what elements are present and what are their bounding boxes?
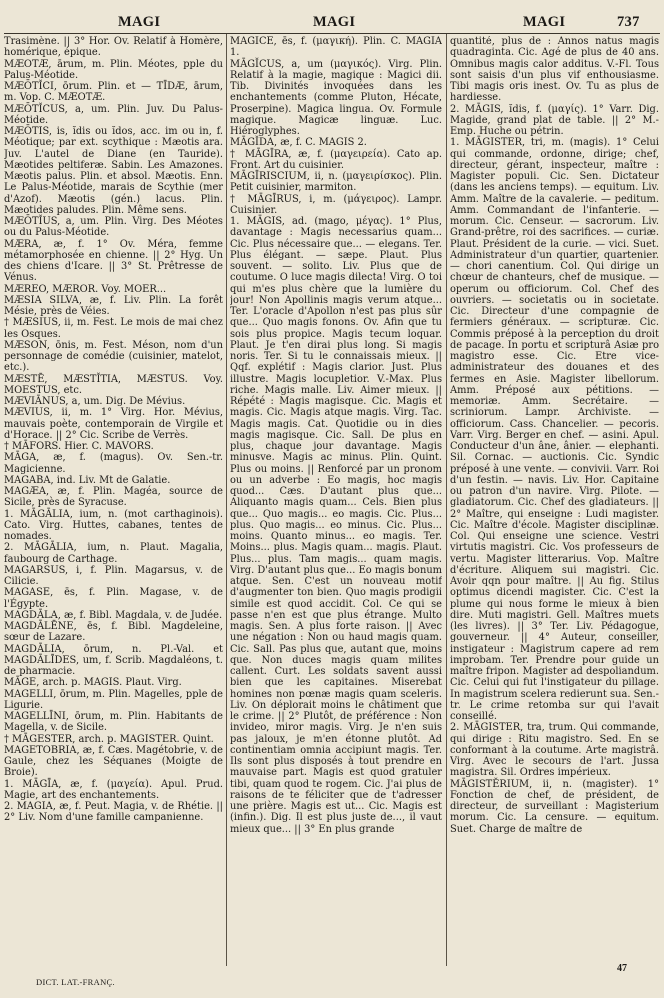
entry: MÆSIA SILVA, æ, f. Liv. Plin. La forêt Mésie, près de Véies. <box>4 294 223 317</box>
entry: MÆŌTĬCI, ōrum. Plin. et — TĪDÆ, ārum, m. Vop. C. MÆOTÆ. <box>4 81 223 104</box>
entry: MĀGISTĔRIUM, ii, n. (magister). 1° Fonction de chef, de président, de directeur, de surveillant : Magisterium morum. Cic. La censure. — equitum. Suet. Charge de maître de <box>450 778 659 835</box>
entry: MAGETOBRIA, æ, f. Cæs. Magétobrie, v. de Gaule, chez les Séquanes (Moigte de Broie). <box>4 744 223 779</box>
entry: 1. MĀGĀLIA, ium, n. (mot carthaginois). Cato. Virg. Huttes, cabanes, tentes de nomades. <box>4 508 223 542</box>
entry: † MĀFORS. Hier. C. MAVORS. <box>4 441 154 452</box>
entry: MĀGĬCUS, a, um (μαγικός). Virg. Plin. Relatif à la magie, magique : Magici dii. Tib. Divinités invoquées dans les enchantements (comme Pluton, Hécate, Proserpine). Magica lingua. Ov. Formule magique. Magicæ linguæ. Luc. Hiéroglyphes. <box>230 58 442 137</box>
entry: 2. MĀGĀLIA, ium, n. Plaut. Magalia, faubourg de Carthage. <box>4 542 223 565</box>
entry: MAGARSUS, i, f. Plin. Magarsus, v. de Cilicie. <box>4 564 223 587</box>
footer-title: DICT. LAT.-FRANÇ. <box>36 977 115 987</box>
column-middle <box>230 36 442 966</box>
entry: quantité, plus de : Annos natus magis quadraginta. Cic. Agé de plus de 40 ans. Omnibus magis calor additus. V.-Fl. Tous sont saisis d'un plus vif enthousiasme. Tibi magis oris inest. Ov. Tu as plus de hardiesse. <box>450 36 659 104</box>
entry: MAGELLĪNI, ōrum, m. Plin. Habitants de Magella, v. de Sicile. <box>4 711 223 734</box>
entry: MAGELLI, ōrum, m. Plin. Magelles, pple de Ligurie. <box>4 688 223 711</box>
entry: † MĀGĪRUS, i, m. (μάγειρος). Lampr. Cuisinier. <box>230 193 442 216</box>
entry: † MĀGĪRA, æ, f. (μαγειρεία). Cato ap. Front. Art du cuisinier. <box>230 148 442 171</box>
column-divider <box>226 34 227 966</box>
entry: MĀGĬDA, æ, f. C. MAGIS 2. <box>230 137 367 149</box>
running-head-center: MAGI <box>313 14 356 30</box>
entry: MÆVIUS, ii, m. 1° Virg. Hor. Mévius, mauvais poète, contemporain de Virgile et d'Horace. || 2° Cic. Scribe de Verrès. <box>4 407 223 441</box>
entry: Trasimène. || 3° Hor. Ov. Relatif à Homère, homérique, épique. <box>4 36 223 59</box>
entry: MÆŌTĬUS, a, um. Plin. Virg. Des Méotes ou du Palus-Méotide. <box>4 216 223 239</box>
entry: MÆŌTIS, is, ĭdis ou ĭdos, acc. im ou in, f. Méotique; par ext. scythique : Mæotis ara. Juv. L'autel de Diane (en Tauride). Mæotides peltiferæ. Sabin. Les Amazones. Mæotis palus. Plin. et absol. Mæotis. Enn. Le Palus-Méotide, marais de Scythie (mer d'Azof). Mæotis (gén.) lacus. Plin. Mæotides paludes. Plin. Même sens. <box>4 126 223 216</box>
entry: MAGABA, ind. Liv. Mt de Galatie. <box>4 474 171 486</box>
entry: MÆRA, æ, f. 1° Ov. Méra, femme métamorphosée en chienne. || 2° Hyg. Un des chiens d'Icare. || 3° St. Prêtresse de Vénus. <box>4 238 223 284</box>
page-number: 737 <box>617 14 640 30</box>
signature-mark: 47 <box>617 963 627 974</box>
entry: MAGDĀLĒNE, ēs, f. Bibl. Magdeleine, sœur de Lazare. <box>4 621 223 644</box>
entry: MÆOTÆ, ārum, m. Plin. Méotes, pple du Palus-Méotide. <box>4 58 223 81</box>
entry: MĀGA, æ, f. (magus). Ov. Sen.-tr. Magicienne. <box>4 452 223 475</box>
entry: 2. MĀGISTER, tra, trum. Qui commande, qui dirige : Ritu magistro. Sed. En se conformant à la coutume. Arte magistrâ. Virg. Avec le secours de l'art. Jussa magistra. Sil. Ordres impérieux. <box>450 722 659 779</box>
entry: MĀGE, arch. p. MAGIS. Plaut. Virg. <box>4 677 182 689</box>
column-divider <box>446 34 447 966</box>
entry: MĀGĪRISCIUM, ii, n. (μαγειρίσκος). Plin. Petit cuisinier, marmiton. <box>230 171 442 194</box>
entry: † MÆSIUS, ii, m. Fest. Le mois de mai chez les Osques. <box>4 317 223 340</box>
entry: † MĀGESTER, arch. p. MAGISTER. Quint. <box>4 733 214 745</box>
running-head-left: MAGI <box>118 14 161 30</box>
entry: MÆŌTĬCUS, a, um. Plin. Juv. Du Palus-Méotide. <box>4 103 223 126</box>
entry: 1. MĀGIS, ad. (mago, μέγας). 1° Plus, davantage : Magis necessarius quam... Cic. Plus nécessaire que... — elegans. Ter. Plus élégant. — sæpe. Plaut. Plus souvent. — solito. Liv. Plus que de coutume. O luce magis dilecta! Virg. O toi qui m'es plus chère que la lumière du jour! Non Apollinis magis verum atque... Ter. L'oracle d'Apollon n'est pas plus sûr que... Quo magis fonons. Ov. Afin que tu sois plus propice. Magis tecum loquar. Plaut. Je t'en dirai plus long. Si magis noris. Ter. Si tu le connaissais mieux. || Qqf. explétif : Magis clarior. Just. Plus illustre. Magis locupletior. V.-Max. Plus riche. Magis malle. Liv. Aimer mieux. || Répété : Magis magisque. Cic. Magis et magis. Cic. Magis atque magis. Virg. Tac. Magis magis. Cat. Quotidie ou in dies magis magisque. Cic. Sall. De plus en plus, chaque jour davantage. Magis minusve. Magis ac minus. Plin. Quint. Plus ou moins. || Renforcé par un pronom ou un adverbe : Eo magis, hoc magis quod... Cæs. D'autant plus que... Aliquanto magis quam... Cels. Bien plus que... Quo magis... eo magis. Cic. Plus... plus. Quo magis... eo minus. Cic. Plus... moins. Quanto minus... eo magis. Ter. Moins... plus. Magis quam... magis. Plaut. Plus... plus. Tam magis... quam magis. Virg. D'autant plus que... Eo magis bonum atque. Sen. C'est un nouveau motif d'augmenter ton bien. Quo magis prodigii simile est quod accidit. Col. Ce qui se passe n'en est que plus étrange. Multo magis. Sen. A plus forte raison. || Avec une négation : Non ou haud magis quam. Cic. Sall. Pas plus que, autant que, moins que. Non duces magis quam milites callent. Curt. Les soldats savent aussi bien que les capitaines. Miserebat homines non pœnæ magis quam sceleris. Liv. On déplorait moins le châtiment que le crime. || 2° Plutôt, de préférence : Non invideo, miror magis. Virg. Je n'en suis pas jaloux, je m'en étonne plutôt. Ad continentiam omnia accipiunt magis. Ter. Ils sont plus disposés à tout prendre en mauvaise part. Magis est quod gratuler tibi, quam quod te rogem. Cic. J'ai plus de raisons de te féliciter que de t'adresser une prière. Magis est ut... Cic. Magis est (infin.). Dig. Il est plus juste de..., il vaut mieux que... || 3° En plus grande <box>230 216 442 835</box>
entry: MÆREO, MÆROR. Voy. MOER... <box>4 283 167 295</box>
entry: MĀGĬCE, ēs, f. (μαγική). Plin. C. MAGIA 1. <box>230 36 442 59</box>
entry: MÆVIĀNUS, a, um. Dig. De Mévius. <box>4 396 186 407</box>
entry: MÆSON, ōnis, m. Fest. Méson, nom d'un personnage de comédie (cuisinier, matelot, etc.). <box>4 339 223 374</box>
column-right <box>450 36 659 966</box>
running-head-right: MAGI <box>523 14 566 30</box>
column-left <box>4 36 223 966</box>
entry: 2. MĀGIS, ĭdis, f. (μαγίς). 1° Varr. Dig. Magide, grand plat de table. || 2° M.-Emp. Huche ou pétrin. <box>450 103 659 137</box>
entry: MAGDĀLA, æ, f. Bibl. Magdala, v. de Judée. <box>4 609 223 621</box>
header-rule <box>4 33 660 34</box>
entry: MAGASE, ēs, f. Plin. Magase, v. de l'Égypte. <box>4 587 223 610</box>
entry: MÆSTĒ, MÆSTĬTIA, MÆSTUS. Voy. MOESTUS, etc. <box>4 373 223 396</box>
entry: 1. MĀGISTER, tri, m. (magis). 1° Celui qui commande, ordonne, dirige; chef, directeur, gérant, inspecteur, maître : Magister populi. Cic. Sen. Dictateur (dans les anciens temps). — equitum. Liv. Amm. Maître de la cavalerie. — peditum. Amm. Commandant de l'infanterie. — morum. Cic. Censeur. — sacrorum. Liv. Grand-prêtre, roi des sacrifices. — curiæ. Plaut. Président de la curie. — vici. Suet. Administrateur d'un quartier, quartenier. — chori canentium. Col. Qui dirige un chœur de chanteurs, chef de musique. — operum ou officiorum. Col. Chef des ouvriers. — societatis ou in societate. Cic. Directeur d'une compagnie de fermiers généraux. — scripturæ. Cic. Commis préposé à la perception du droit de pacage. In portu et scripturâ Asiæ pro magistro esse. Cic. Etre vice-administrateur des douanes et des fermes en Asie. Magister libellorum. Amm. Préposé aux pétitions. — memoriæ. Amm. Secrétaire. — scriniorum. Lampr. Archiviste. — officiorum. Cass. Chancelier. — pecoris. Varr. Virg. Berger en chef. — asini. Apul. Conducteur d'un âne, ânier. — elephanti. Sil. Cornac. — auctionis. Cic. Syndic préposé à une vente. — convivii. Varr. Roi d'un festin. — navis. Liv. Hor. Capitaine ou patron d'un navire. Virg. Pilote. — gladiatorum. Cic. Chef des gladiateurs. || 2° Maître, qui enseigne : Ludi magister. Cic. Maître d'école. Magister disciplinæ. Col. Qui enseigne une science. Vestri virtutis magistri. Cic. Vos professeurs de vertu. Magister litterarius. Vop. Maître d'écriture. Aliquem sui magistri. Cic. Avoir qqn pour maître. || Au fig. Stilus optimus dicendi magister. Cic. C'est la plume qui nous forme le mieux à bien dire. Muti magistri. Gell. Maîtres muets (les livres). || 3° Ter. Liv. Pédagogue, gouverneur. || 4° Auteur, conseiller, instigateur : Magistrum capere ad rem improbam. Ter. Prendre pour guide un maître fripon. Magister ad despoliandum. Cic. Celui qui fut l'instigateur du pillage. In magistrum scelera redierunt sua. Sen.-tr. Le crime retomba sur qui l'avait conseillé. <box>450 137 659 722</box>
entry: MAGDĀLIA, ōrum, n. Pl.-Val. et MAGDĀLĪDES, um, f. Scrib. Magdaléons, t. de pharmacie. <box>4 643 223 677</box>
entry: MAGÆA, æ, f. Plin. Magéa, source de Sicile, près de Syracuse. <box>4 486 223 509</box>
entry: 1. MĀGĪA, æ, f. (μαγεία). Apul. Prud. Magie, art des enchantements. <box>4 778 223 801</box>
entry: 2. MAGIA, æ, f. Peut. Magia, v. de Rhétie. || 2° Liv. Nom d'une famille campanienne. <box>4 801 223 824</box>
